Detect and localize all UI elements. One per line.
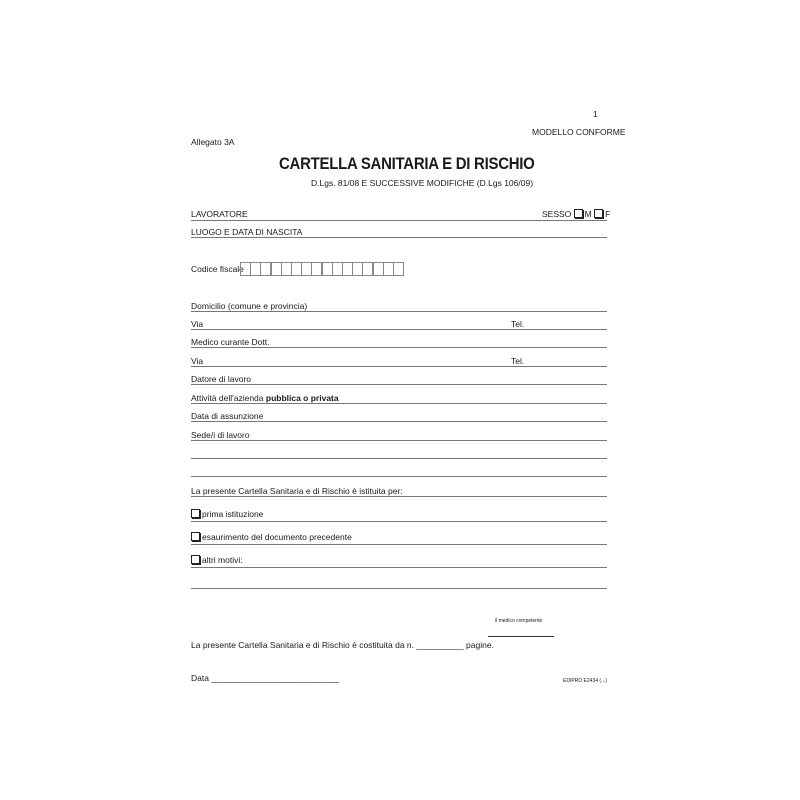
option-altri-motivi[interactable]: [191, 555, 243, 565]
data-label: Data: [191, 673, 209, 683]
data-blank[interactable]: ___________________________: [211, 673, 339, 683]
data-assunzione-label: Data di assunzione: [191, 411, 264, 421]
attivita-bold: pubblica o privata: [265, 393, 339, 403]
data-assunzione-line[interactable]: [191, 421, 607, 422]
tel2-label: Tel.: [511, 356, 525, 366]
codice-fiscale-label: Codice fiscale: [191, 264, 244, 274]
sede-label: Sede/i di lavoro: [191, 430, 250, 440]
domicilio-line[interactable]: [191, 311, 607, 312]
data-field: [191, 673, 339, 683]
sede-line[interactable]: [191, 440, 607, 441]
page-number: 1: [593, 109, 598, 119]
istituzione-heading: La presente Cartella Sanitaria e di Rischio è istituita per:: [191, 486, 403, 496]
option-prima-istituzione[interactable]: [191, 509, 263, 519]
costituita-blank[interactable]: __________: [416, 640, 464, 650]
costituita-text: [191, 640, 494, 650]
costituita-suffix: pagine.: [466, 640, 494, 650]
option-esaurimento[interactable]: [191, 532, 352, 542]
datore-label: Datore di lavoro: [191, 374, 252, 384]
checkbox[interactable]: [191, 532, 200, 541]
option-label: prima istituzione: [202, 509, 264, 519]
option-line: [191, 521, 607, 522]
medico-competente-label: il medico competente: [495, 618, 543, 624]
sesso-label: SESSO: [542, 209, 572, 219]
attivita-prefix: Attività dell'azienda: [191, 393, 264, 403]
via1-line[interactable]: [191, 329, 607, 330]
lavoratore-label: LAVORATORE: [191, 209, 248, 219]
allegato-label: Allegato 3A: [191, 137, 235, 147]
altri-motivi-line[interactable]: [191, 567, 607, 568]
tel1-label: Tel.: [511, 319, 525, 329]
modello-conforme: MODELLO CONFORME: [532, 127, 626, 137]
option-line: [191, 544, 607, 545]
medico-competente-signature-line[interactable]: [488, 636, 554, 637]
page-title: CARTELLA SANITARIA E DI RISCHIO: [279, 154, 535, 173]
medico-label: Medico curante Dott.: [191, 337, 270, 347]
istituzione-line: [191, 496, 607, 497]
cf-cell[interactable]: [393, 262, 404, 276]
medico-line[interactable]: [191, 347, 607, 348]
sede-extra-line[interactable]: [191, 458, 607, 459]
lavoratore-line[interactable]: [191, 220, 607, 221]
sesso-group: [542, 209, 610, 219]
attivita-label: [191, 393, 339, 403]
page-subtitle: D.Lgs. 81/08 E SUCCESSIVE MODIFICHE (D.Lgs 106/09): [311, 178, 534, 188]
via2-line[interactable]: [191, 366, 607, 367]
altri-motivi-extra-line[interactable]: [191, 588, 607, 589]
checkbox[interactable]: [191, 509, 200, 518]
sesso-m-checkbox[interactable]: [574, 209, 583, 218]
codice-fiscale-boxes[interactable]: [240, 262, 403, 276]
option-label: esaurimento del documento precedente: [202, 532, 352, 542]
option-label: altri motivi:: [202, 555, 243, 565]
via2-label: Via: [191, 356, 204, 366]
via1-label: Via: [191, 319, 204, 329]
costituita-prefix: La presente Cartella Sanitaria e di Rischio è costituita da n.: [191, 640, 415, 650]
sesso-f-checkbox[interactable]: [594, 209, 603, 218]
checkbox[interactable]: [191, 555, 200, 564]
luogo-data-line[interactable]: [191, 237, 607, 238]
attivita-line[interactable]: [191, 403, 607, 404]
sesso-m-label: M: [584, 209, 592, 219]
sesso-f-label: F: [605, 209, 611, 219]
luogo-data-label: LUOGO E DATA DI NASCITA: [191, 227, 303, 237]
footer-code: EDIPRO E2434 (...): [563, 678, 607, 684]
datore-line[interactable]: [191, 384, 607, 385]
sede-extra-line[interactable]: [191, 476, 607, 477]
domicilio-label: Domicilio (comune e provincia): [191, 301, 308, 311]
